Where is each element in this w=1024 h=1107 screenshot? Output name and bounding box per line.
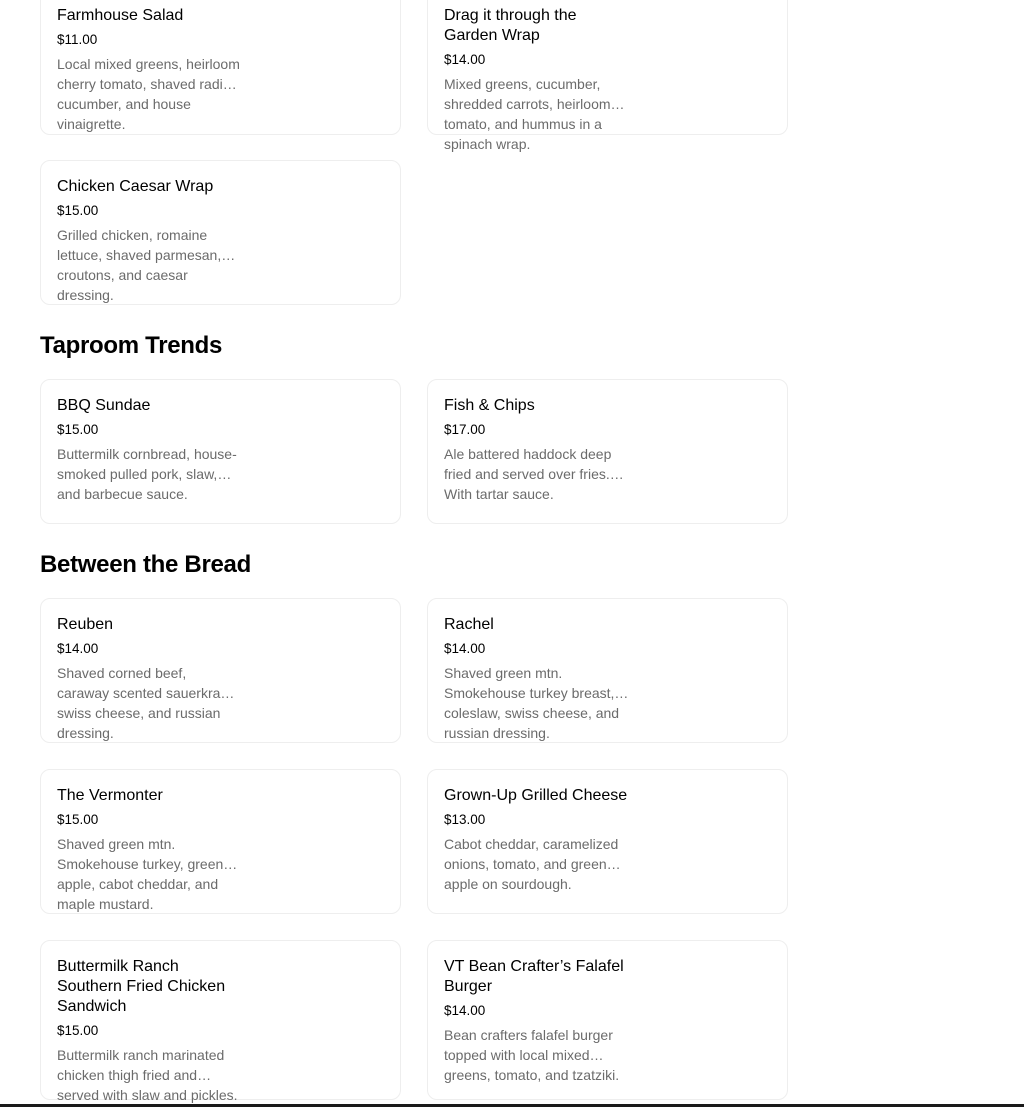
menu-item-name: BBQ Sundae — [57, 397, 151, 414]
menu-item-name: Drag it through the Garden Wrap — [444, 7, 577, 44]
menu-item-name: VT Bean Crafter’s Falafel Burger — [444, 958, 624, 995]
menu-item-price: $14.00 — [444, 1003, 486, 1018]
menu-item-name: Buttermilk Ranch Southern Fried Chicken Sandwich — [57, 958, 226, 1015]
menu-item-name: Grown-Up Grilled Cheese — [444, 787, 628, 804]
menu-item-card[interactable] — [427, 598, 788, 743]
menu-item-price: $15.00 — [57, 1023, 99, 1038]
menu-item-card[interactable] — [40, 598, 401, 743]
menu-item-price: $14.00 — [444, 52, 486, 67]
menu-item-name: The Vermonter — [57, 787, 163, 804]
menu-item-card[interactable] — [40, 160, 401, 305]
menu-item-card[interactable] — [427, 769, 788, 914]
menu-item-description: Bean crafters falafel burger topped with local mixed greens, tomato, and tzatziki. — [444, 1027, 620, 1083]
menu-item-card[interactable] — [40, 769, 401, 914]
section-title-taproom-trends: Taproom Trends — [40, 332, 223, 359]
section-title-between-the-bread: Between the Bread — [40, 551, 251, 578]
menu-item-price: $14.00 — [444, 641, 486, 656]
menu-item-name: Reuben — [57, 616, 114, 633]
menu-item-price: $13.00 — [444, 812, 486, 827]
menu-item-name: Farmhouse Salad — [57, 7, 184, 24]
menu-item-card[interactable] — [427, 0, 788, 152]
menu-item-description: Buttermilk ranch marinated chicken thigh fried and served with slaw and pickles. — [57, 1047, 238, 1103]
menu-item-name: Fish & Chips — [444, 397, 535, 414]
menu-item-card[interactable] — [427, 940, 788, 1100]
menu-item-description: Local mixed greens, heirloom cherry tomato, shaved radish, cucumber, and house vinaigrette. — [57, 56, 242, 132]
menu-item-description: Shaved green mtn. Smokehouse turkey, green apple, cabot cheddar, and maple mustard. — [57, 836, 224, 912]
menu-item-card[interactable] — [40, 379, 401, 524]
menu-item-description: Shaved green mtn. Smokehouse turkey breast, coleslaw, swiss cheese, and russian dressing. — [444, 665, 620, 741]
menu-item-card[interactable] — [40, 0, 401, 135]
menu-item-price: $15.00 — [57, 203, 99, 218]
menu-item-price: $15.00 — [57, 422, 99, 437]
menu-item-card[interactable] — [40, 940, 401, 1103]
menu-item-description: Buttermilk cornbread, house-smoked pulled pork, slaw, and barbecue sauce. — [57, 446, 237, 502]
menu-item-description: Mixed greens, cucumber, shredded carrots, heirloom tomato, and hummus in a spinach wrap. — [444, 76, 611, 152]
menu-item-name: Chicken Caesar Wrap — [57, 178, 214, 195]
menu-item-price: $17.00 — [444, 422, 486, 437]
menu-item-price: $11.00 — [57, 32, 98, 47]
menu-item-description: Cabot cheddar, caramelized onions, tomato, and green apple on sourdough. — [444, 836, 619, 892]
menu-item-description: Shaved corned beef, caraway scented sauerkraut, swiss cheese, and russian dressing. — [57, 665, 236, 741]
menu-item-name: Rachel — [444, 616, 494, 633]
menu-item-description: Grilled chicken, romaine lettuce, shaved parmesan, croutons, and caesar dressing. — [57, 227, 222, 303]
menu-item-price: $15.00 — [57, 812, 99, 827]
menu-item-price: $14.00 — [57, 641, 99, 656]
menu-item-card[interactable] — [427, 379, 788, 524]
menu-item-description: Ale battered haddock deep fried and served over fries. With tartar sauce. — [444, 446, 612, 502]
